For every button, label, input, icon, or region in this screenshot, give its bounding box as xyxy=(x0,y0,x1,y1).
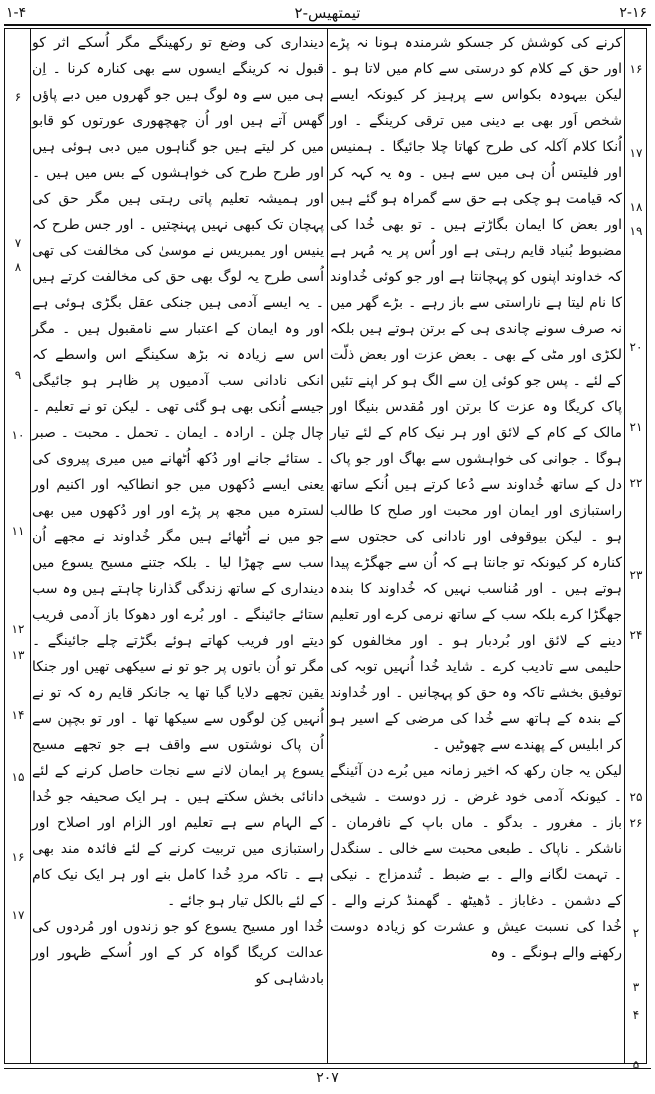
verse-number: ۱۴ xyxy=(11,708,25,722)
verse-number: ۳ xyxy=(632,980,640,994)
verse-number: ۱۶ xyxy=(11,850,25,864)
verse-number: ۱۳ xyxy=(11,648,25,662)
chapter-3-paragraph: لیکن یہ جان رکھ کہ اخیر زمانہ میں بُرے دن آئینگے ۔ کیونکہ آدمی خود غرض ۔ زر دوست ۔ شیخی باز ۔ مغرور ۔ بدگو ۔ ماں باپ کے نافرمان ۔ ناشکر ۔ ناپاک ۔ طبعی محبت سے خالی ۔ سنگدل ۔ تہمت لگانے والے ۔ بے ضبط ۔ تُندمزاج ۔ نیکی کے دشمن ۔ دغاباز ۔ ڈھیٹھ ۔ گھمنڈ کرنے والے ۔ خُدا کی نسبت عیش و عشرت کو زیادہ دوست رکھنے والے ہونگے ۔ وہ xyxy=(330,763,622,961)
running-header xyxy=(0,0,655,26)
center-column-divider xyxy=(327,28,328,1064)
verse-number: ۴ xyxy=(632,1008,640,1022)
chapter-3-continued-paragraph: دینداری کی وضع تو رکھینگے مگر اُسکے اثر کو قبول نہ کرینگے ایسوں سے بھی کنارہ کرنا ۔ اِن ہی میں سے وہ لوگ ہیں جو گھروں میں دبے پاؤں گھس آتے ہیں اور اُن چھچھوری عورتوں کو قابو میں کر لیتے ہیں جو گناہوں میں دبی ہوئی ہیں اور طرح طرح کی خواہشوں کے بس میں ہیں ۔ اور ہمیشہ تعلیم پاتی رہتی ہیں مگر حق کی پہچان تک کبھی نہیں پہنچتیں ۔ اور جس طرح کہ ینیس اور یمبریس نے موسیٰ کی مخالفت کی تھی اُسی طرح یہ لوگ بھی حق کی مخالفت کرتے ہیں ۔ یہ ایسے آدمی ہیں جنکی عقل بگڑی ہوئی ہے اور وہ ایمان کے اعتبار سے نامقبول ہیں ۔ مگر اس سے زیادہ نہ بڑھ سکینگے اس واسطے کہ انکی نادانی سب آدمیوں پر ظاہر ہو جائیگی جیسے اُنکی بھی ہو گئی تھی ۔ لیکن تو نے تعلیم ۔ چال چلن ۔ ارادہ ۔ ایمان ۔ تحمل ۔ محبت ۔ صبر ۔ ستائے جانے اور دُکھ اُٹھانے میں میری پیروی کی یعنی ایسے دُکھوں میں جو انطاکیہ اور اکنیم اور لسترہ میں مجھ پر پڑے اور اور دُکھوں میں بھی جو میں نے اُٹھائے ہیں مگر خُداوند نے مجھے اُن سب سے چھڑا لیا ۔ بلکہ جتنے مسیح یسوع میں دینداری کے ساتھ زندگی گذارنا چاہتے ہیں وہ سب ستائے جائینگے ۔ اور بُرے اور دھوکا باز آدمی فریب دیتے اور فریب کھاتے ہوئے بگڑتے چلے جائینگے ۔ مگر تو اُن باتوں پر جو تو نے سیکھی تھیں اور جنکا یقین تجھے دلایا گیا تھا یہ جانکر قایم رہ کہ تو نے اُنہیں کِن لوگوں سے سیکھا تھا ۔ اور تو بچپن سے اُن پاک نوشتوں سے واقف ہے جو تجھے مسیح یسوع پر ایمان لانے سے نجات حاصل کرنے کے لئے دانائی بخش سکتے ہیں ۔ ہر ایک صحیفہ جو خُدا کے الہام سے ہے تعلیم اور الزام اور اصلاح اور راستبازی میں تربیت کرنے کے لئے فائدہ مند بھی ہے ۔ تاکہ مردِ خُدا کامل بنے اور ہر ایک نیک کام کے لئے بالکل تیار ہو جائے ۔ xyxy=(32,35,324,909)
header-left-reference: ۱-۴ xyxy=(6,5,27,21)
verse-number: ۲۵ xyxy=(629,790,643,804)
right-verse-margin xyxy=(624,28,648,1072)
footer-rule xyxy=(4,1068,651,1069)
verse-number: ۲۲ xyxy=(629,476,643,490)
verse-number: ۱۸ xyxy=(629,200,643,214)
verse-number: ۲۶ xyxy=(629,816,643,830)
verse-number: ۱۰ xyxy=(11,428,25,442)
verse-number: ۱۷ xyxy=(629,146,643,160)
verse-number: ۱۵ xyxy=(11,770,25,784)
chapter-4-opening-paragraph: خُدا اور مسیح یسوع کو جو زندوں اور مُردوں کی عدالت کریگا گواہ کر کے اور اُسکے ظہور اور بادشاہی کو xyxy=(32,919,324,987)
left-text-column xyxy=(32,30,324,1060)
header-rule xyxy=(4,24,651,26)
header-book-title: ۲-تیمتھیس xyxy=(294,4,361,22)
header-right-reference: ۲-۱۶ xyxy=(619,5,647,21)
verse-number: ۶ xyxy=(14,90,22,104)
verse-number: ۱۶ xyxy=(629,62,643,76)
left-margin-divider xyxy=(30,28,31,1064)
verse-number: ۲۰ xyxy=(629,340,643,354)
page-footer xyxy=(0,1066,655,1094)
chapter-2-paragraph: کرنے کی کوشش کر جسکو شرمندہ ہونا نہ پڑے اور حق کے کلام کو درستی سے کام میں لاتا ہو ۔ لیکن بیہودہ بکواس سے پرہیز کر کیونکہ ایسے شخص اَور بھی بے دینی میں ترقی کرینگے ۔ اور اُنکا کلام آکلہ کی طرح کھاتا چلا جائیگا ۔ ہمنیس اور فلیتس اُن ہی میں سے ہیں ۔ وہ یہ کہہ کر کہ قیامت ہو چکی ہے حق سے گمراہ ہو گئے ہیں اور بعض کا ایمان بگاڑتے ہیں ۔ تو بھی خُدا کی مضبوط بُنیاد قایم رہتی ہے اور اُس پر یہ مُہر ہے کہ خداوند اپنوں کو پہچانتا ہے اور جو کوئی خُداوند کا نام لیتا ہے ناراستی سے باز رہے ۔ بڑے گھر میں نہ صرف سونے چاندی ہی کے برتن ہوتے ہیں بلکہ لکڑی اور مٹی کے بھی ۔ بعض عزت اور بعض ذلّت کے لئے ۔ پس جو کوئی اِن سے الگ ہو کر اپنے تئیں پاک کریگا وہ عزت کا برتن اور مُقدس بنیگا اور مالک کے کام کے لائق اور ہر نیک کام کے لئے تیار ہوگا ۔ جوانی کی خواہشوں سے بھاگ اور جو پاک دل کے ساتھ خُداوند سے دُعا کرتے ہیں اُنکے ساتھ راستبازی اور ایمان اور محبت اور صلح کا طالب ہو ۔ لیکن بیوقوفی اور نادانی کی حجتوں سے کنارہ کر کیونکہ تو جانتا ہے کہ اُن سے جھگڑے پیدا ہوتے ہیں ۔ اور مُناسب نہیں کہ خُداوند کا بندہ جھگڑا کرے بلکہ سب کے ساتھ نرمی کرے اور تعلیم دینے کے لائق اور بُردبار ہو ۔ اور مخالفوں کو حلیمی سے تادیب کرے ۔ شاید خُدا اُنہیں توبہ کی توفیق بخشے تاکہ وہ حق کو پہچانیں ۔ اور خُداوند کے بندہ کے ہاتھ سے خُدا کی مرضی کے اسیر ہو کر ابلیس کے پھندے سے چھوٹیں ۔ xyxy=(330,35,622,753)
verse-number: ۷ xyxy=(14,236,22,250)
verse-number: ۲۴ xyxy=(629,628,643,642)
verse-number: ۲۳ xyxy=(629,568,643,582)
verse-number: ۹ xyxy=(14,368,22,382)
verse-number: ۸ xyxy=(14,260,22,274)
left-verse-margin xyxy=(6,28,30,1064)
verse-number: ۱۱ xyxy=(11,524,25,538)
verse-number: ۱۲ xyxy=(11,622,25,636)
page-number: ۲۰۷ xyxy=(316,1070,339,1086)
verse-number: ۱۷ xyxy=(11,908,25,922)
right-text-column xyxy=(330,30,622,1060)
verse-number: ۲ xyxy=(632,926,640,940)
verse-number: ۱۹ xyxy=(629,224,643,238)
verse-number: ۵ xyxy=(632,1058,640,1072)
verse-number: ۲۱ xyxy=(629,420,643,434)
